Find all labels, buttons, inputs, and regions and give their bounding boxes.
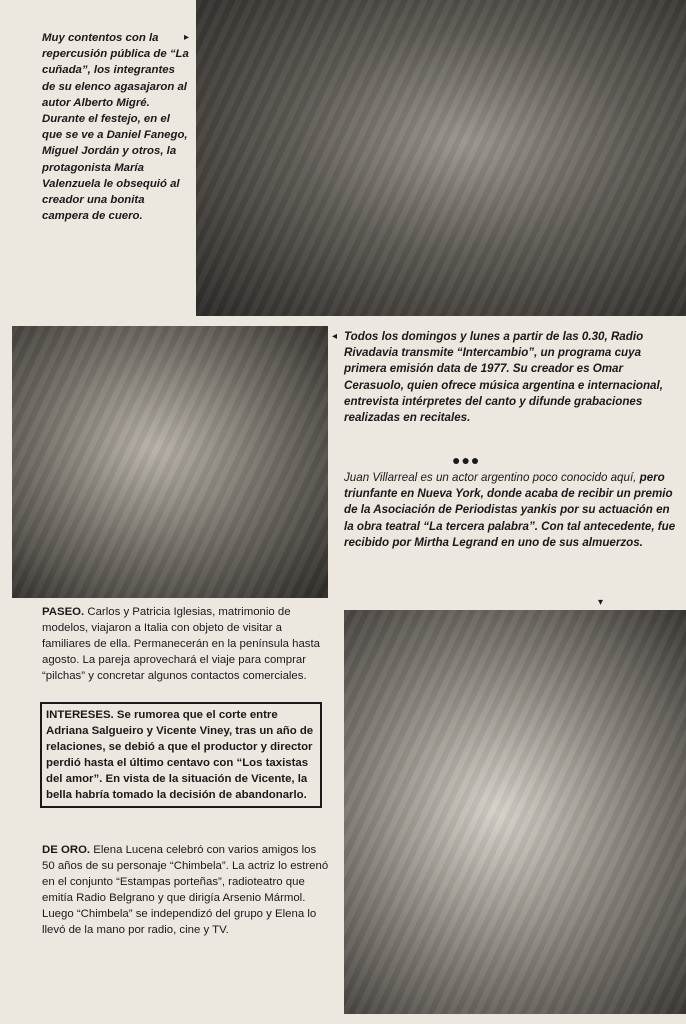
photo-couple bbox=[344, 610, 686, 1014]
radio-caption: Todos los domingos y lunes a partir de las 0.30, Radio Rivadavia transmite “Intercambio”, un programa cuya primera emisión data de 1977. Su creador es Omar Cerasuolo, quien ofrece música argentina e internacional, entrevista intérpretes del canto y difunde grabaciones realizadas en recitales. bbox=[344, 330, 663, 425]
arrow-right-icon: ▸ bbox=[184, 32, 190, 43]
paseo-lead: PASEO. bbox=[42, 606, 85, 618]
de-oro-lead: DE ORO. bbox=[42, 844, 91, 856]
separator-dots: ●●● bbox=[452, 452, 481, 468]
paseo-text: Carlos y Patricia Iglesias, matrimonio de modelos, viajaron a Italia con objeto de visitar a familiares de ella. Permanecerán en la península hasta agosto. La pareja aprovechará el viaje para comprar “pilchas” y concretar algunos contactos comerciales. bbox=[42, 606, 320, 682]
intereses-lead: INTERESES. bbox=[46, 709, 114, 721]
juan-villarreal-item bbox=[344, 470, 676, 551]
photo-radio-host bbox=[12, 326, 328, 598]
juan-item-text: pero triunfante en Nueva York, donde acaba de recibir un premio de la Asociación de Periodistas yankis por su actuación en la obra teatral “La tercera palabra”. Con tal antecedente, fue recibido por Mirtha Legrand en uno de sus almuerzos. bbox=[344, 471, 676, 549]
juan-item-plain: Juan Villarreal es un actor argentino poco conocido aquí, bbox=[344, 471, 637, 484]
arrow-left-icon: ◂ bbox=[332, 331, 338, 342]
arrow-down-icon: ▾ bbox=[598, 597, 604, 608]
de-oro-text: Elena Lucena celebró con varios amigos los 50 años de su personaje “Chimbela”. La actriz lo estrenó en el conjunto “Estampas porteñas”, radioteatro que emitía Radio Belgrano y que dirigía Arsenio Mármol. Luego “Chimbela” se independizó del grupo y Elena lo llevó de la mano por radio, cine y TV. bbox=[42, 844, 329, 936]
de-oro-item bbox=[42, 842, 330, 938]
photo-cast-celebration bbox=[196, 0, 686, 316]
intereses-item bbox=[46, 707, 316, 803]
paseo-item bbox=[42, 604, 330, 684]
top-photo-caption: Muy contentos con la repercusión pública de “La cuñada”, los integrantes de su elenco agasajaron al autor Alberto Migré. Durante el festejo, en el que se ve a Daniel Fanego, Miguel Jordán y otros, la protagonista María Valenzuela le obsequió al creador una bonita campera de cuero. bbox=[42, 32, 189, 223]
intereses-box bbox=[40, 702, 322, 808]
intereses-text: Se rumorea que el corte entre Adriana Salgueiro y Vicente Viney, tras un año de relaciones, se debió a que el productor y director perdió hasta el último centavo con “Los taxistas del amor”. En vista de la situación de Vicente, la bella habría tomado la decisión de abandonarlo. bbox=[46, 709, 314, 801]
